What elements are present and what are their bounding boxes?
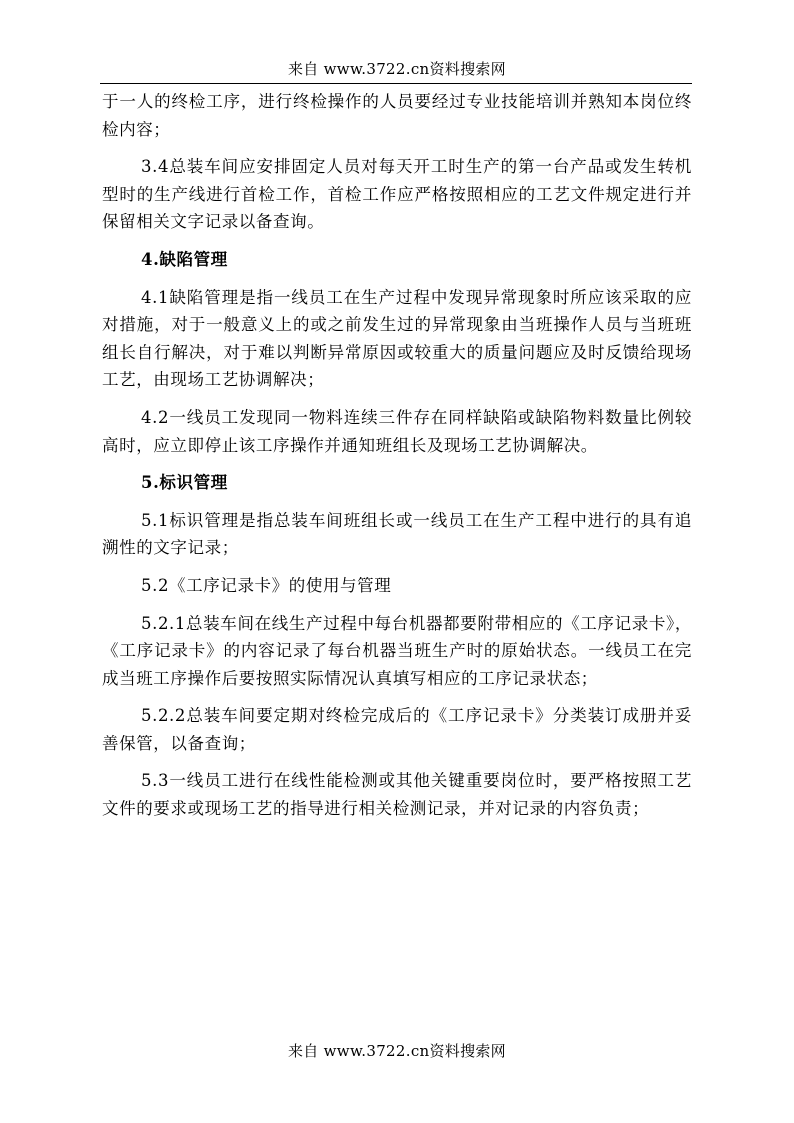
paragraph-5-2-1: 5.2.1总装车间在线生产过程中每台机器都要附带相应的《工序记录卡》，《工序记录卡》的内容记录了每台机器当班生产时的原始状态。一线员工在完成当班工序操作后要按照实际情况认真填写相应的工序记录状态；	[102, 613, 692, 688]
document-body	[102, 88, 692, 833]
paragraph-5-1: 5.1标识管理是指总装车间班组长或一线员工在生产工程中进行的具有追溯性的文字记录；	[102, 510, 692, 558]
paragraph-5-3: 5.3一线员工进行在线性能检测或其他关键重要岗位时，要严格按照工艺文件的要求或现场工艺的指导进行相关检测记录，并对记录的内容负责；	[102, 771, 692, 819]
paragraph-continuation: 于一人的终检工序，进行终检操作的人员要经过专业技能培训并熟知本岗位终检内容；	[102, 92, 692, 139]
page-footer: 来自 www.3722.cn资料搜索网	[288, 1042, 506, 1060]
page-header: 来自 www.3722.cn资料搜索网	[288, 60, 506, 78]
section-heading-5: 5.标识管理	[141, 473, 228, 493]
paragraph-5-2: 5.2《工序记录卡》的使用与管理	[141, 575, 392, 595]
paragraph-3-4: 3.4总装车间应安排固定人员对每天开工时生产的第一台产品或发生转机型时的生产线进行首检工作，首检工作应严格按照相应的工艺文件规定进行并保留相关文字记录以备查询。	[102, 157, 692, 232]
section-heading-4: 4.缺陷管理	[141, 249, 228, 269]
paragraph-4-1: 4.1缺陷管理是指一线员工在生产过程中发现异常现象时所应该采取的应对措施，对于一般意义上的或之前发生过的异常现象由当班操作人员与当班班组长自行解决，对于难以判断异常原因或较重大的质量问题应及时反馈给现场工艺，由现场工艺协调解决；	[102, 287, 692, 390]
paragraph-5-2-2: 5.2.2总装车间要定期对终检完成后的《工序记录卡》分类装订成册并妥善保管，以备查询；	[102, 706, 692, 753]
paragraph-4-2: 4.2一线员工发现同一物料连续三件存在同样缺陷或缺陷物料数量比例较高时，应立即停止该工序操作并通知班组长及现场工艺协调解决。	[102, 407, 692, 455]
header-divider	[100, 83, 692, 84]
